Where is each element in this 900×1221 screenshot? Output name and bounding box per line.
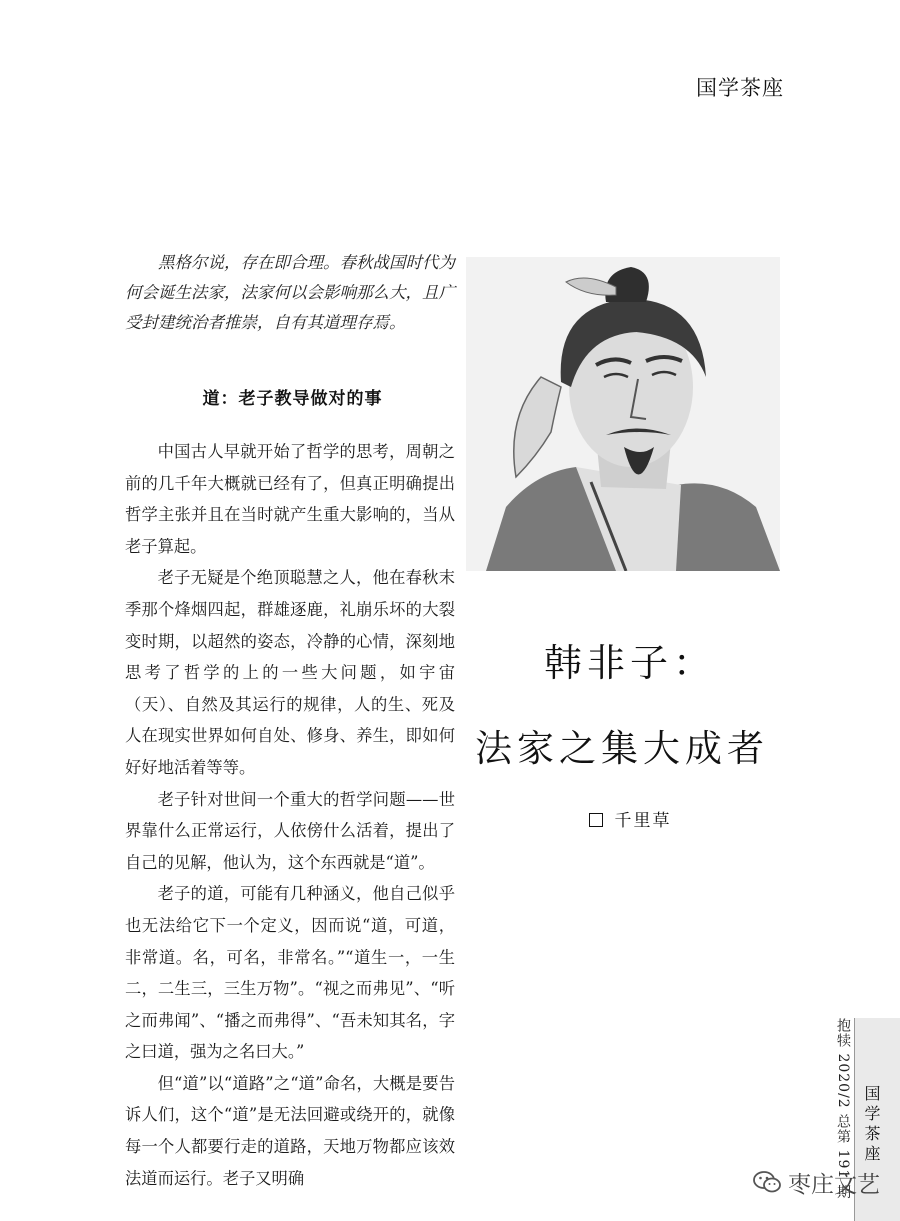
article-title-line2: 法家之集大成者 (475, 727, 769, 770)
issue-info: 抱犊 2020/2 总第 191 期 (835, 1018, 851, 1200)
body-paragraph: 但“道”以“道路”之“道”命名，大概是要告诉人们，这个“道”是无法回避或绕开的，就像每一个人都要行走的道路，天地万物都应该效法道而运行。老子又明确 (125, 1073, 455, 1188)
watermark (752, 1162, 880, 1202)
subheading: 道：老子教导做对的事 (202, 389, 383, 409)
body-paragraph: 老子无疑是个绝顶聪慧之人，他在春秋末季那个烽烟四起，群雄逐鹿，礼崩乐坏的大裂变时期，以超然的姿态，冷静的心情，深刻地思考了哲学的上的一些大问题，如宇宙（天）、自然及其运行的规律，人的生、死及人在现实世界如何自处、修身、养生，即如何好好地活着等等。 (125, 568, 455, 777)
byline (570, 806, 690, 831)
portrait-illustration (466, 257, 780, 571)
body-paragraph: 老子针对世间一个重大的哲学问题——世界靠什么正常运行，人依傍什么活着，提出了自己的见解，他认为，这个东西就是“道”。 (125, 789, 455, 872)
article-body (125, 436, 455, 1194)
section-tab-label: 国学茶座 (862, 1085, 881, 1165)
body-paragraph: 老子的道，可能有几种涵义，他自己似乎也无法给它下一个定义，因而说“道，可道，非常道。名，可名，非常名。”“道生一，一生二，二生三，三生万物”。“视之而弗见”、“听之而弗闻”、“播之而弗得”、“吾未知其名，字之曰道，强为之名曰大。” (125, 884, 455, 1062)
wechat-icon (752, 1169, 782, 1195)
article-title-line1: 韩非子： (543, 641, 716, 685)
watermark-text: 枣庄文艺 (788, 1171, 880, 1198)
square-icon (589, 813, 603, 827)
section-title: 国学茶座 (696, 76, 784, 100)
author-name: 千里草 (614, 811, 672, 831)
intro-paragraph: 黑格尔说，存在即合理。春秋战国时代为何会诞生法家，法家何以会影响那么大，且广受封建统治者推崇，自有其道理存焉。 (125, 253, 455, 332)
body-paragraph: 中国古人早就开始了哲学的思考，周朝之前的几千年大概就已经有了，但真正明确提出哲学主张并且在当时就产生重大影响的，当从老子算起。 (125, 442, 455, 556)
